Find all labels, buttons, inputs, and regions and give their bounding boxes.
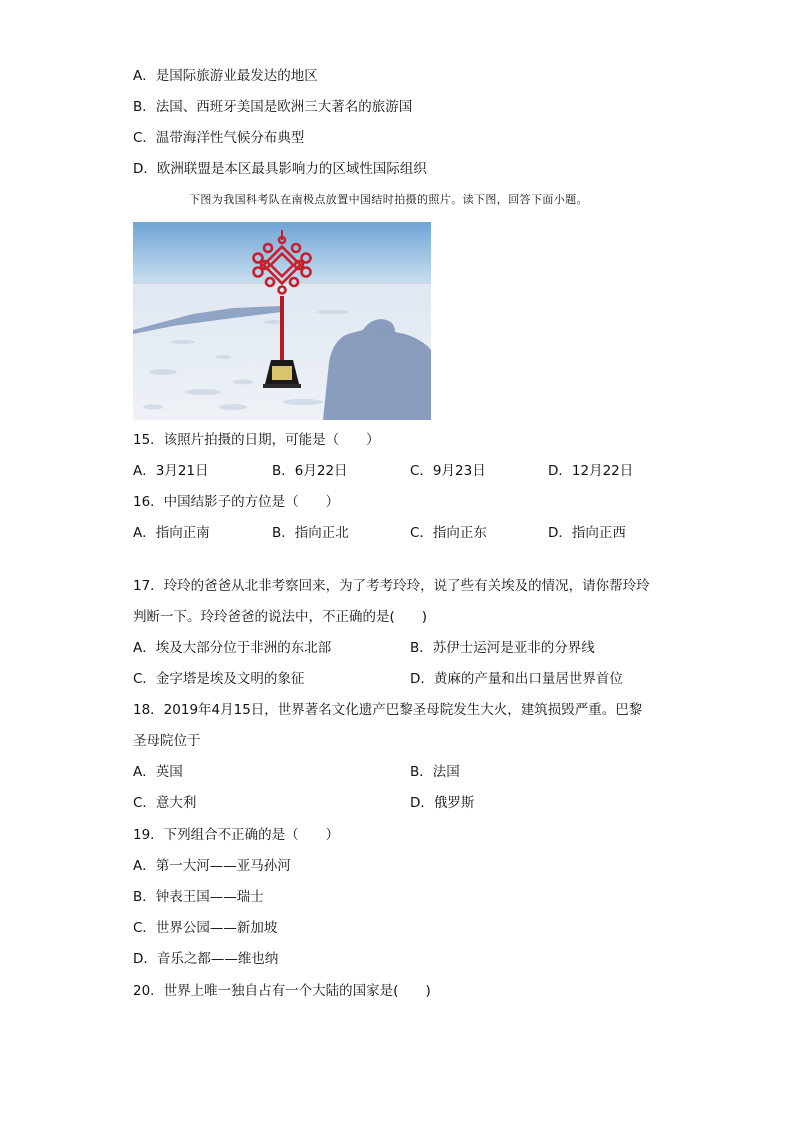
- q16-option-d: D．指向正西: [548, 525, 626, 541]
- q16-option-b: B．指向正北: [272, 525, 349, 541]
- q20-stem: 20．世界上唯一独自占有一个大陆的国家是( ): [133, 983, 431, 999]
- q15-option-a: A．3月21日: [133, 463, 209, 479]
- option-c: C．温带海洋性气候分布典型: [133, 130, 305, 146]
- q15-option-c: C．9月23日: [410, 463, 486, 479]
- q15-option-b: B．6月22日: [272, 463, 348, 479]
- material-intro: 下图为我国科考队在南极点放置中国结时拍摄的照片。读下图，回答下面小题。: [189, 193, 588, 206]
- q19-stem: 19．下列组合不正确的是（ ）: [133, 827, 340, 843]
- q17-stem-line1: 17．玲玲的爸爸从北非考察回来，为了考考玲玲，说了些有关埃及的情况，请你帮玲玲: [133, 578, 650, 594]
- q19-option-b: B．钟表王国——瑞士: [133, 889, 264, 905]
- knot-pole: [280, 296, 284, 360]
- q19-option-a: A．第一大河——亚马孙河: [133, 858, 291, 874]
- q17-option-c: C．金字塔是埃及文明的象征: [133, 671, 305, 687]
- q17-stem-line2: 判断一下。玲玲爸爸的说法中，不正确的是( ): [133, 609, 428, 625]
- q18-option-c: C．意大利: [133, 795, 197, 811]
- q19-option-d: D．音乐之都——维也纳: [133, 951, 279, 967]
- option-d: D．欧洲联盟是本区最具影响力的区域性国际组织: [133, 161, 427, 177]
- q18-stem-line2: 圣母院位于: [133, 733, 201, 749]
- south-pole-photo: [133, 222, 431, 420]
- q19-option-c: C．世界公园——新加坡: [133, 920, 278, 936]
- q17-option-d: D．黄麻的产量和出口量居世界首位: [410, 671, 623, 687]
- base-plaque: [272, 366, 292, 380]
- photo-illustration: [133, 222, 431, 420]
- q16-option-c: C．指向正东: [410, 525, 487, 541]
- q16-stem: 16．中国结影子的方位是（ ）: [133, 494, 340, 510]
- option-b: B．法国、西班牙美国是欧洲三大著名的旅游国: [133, 99, 413, 115]
- q15-option-d: D．12月22日: [548, 463, 634, 479]
- q16-option-a: A．指向正南: [133, 525, 210, 541]
- q15-stem: 15．该照片拍摄的日期，可能是（ ）: [133, 432, 380, 448]
- q17-option-b: B．苏伊士运河是亚非的分界线: [410, 640, 595, 656]
- q18-option-b: B．法国: [410, 764, 460, 780]
- q18-stem-line1: 18．2019年4月15日，世界著名文化遗产巴黎圣母院发生大火，建筑损毁严重。巴黎: [133, 702, 643, 718]
- q18-option-d: D．俄罗斯: [410, 795, 475, 811]
- option-a: A．是国际旅游业最发达的地区: [133, 68, 318, 84]
- q18-option-a: A．英国: [133, 764, 183, 780]
- q17-option-a: A．埃及大部分位于非洲的东北部: [133, 640, 332, 656]
